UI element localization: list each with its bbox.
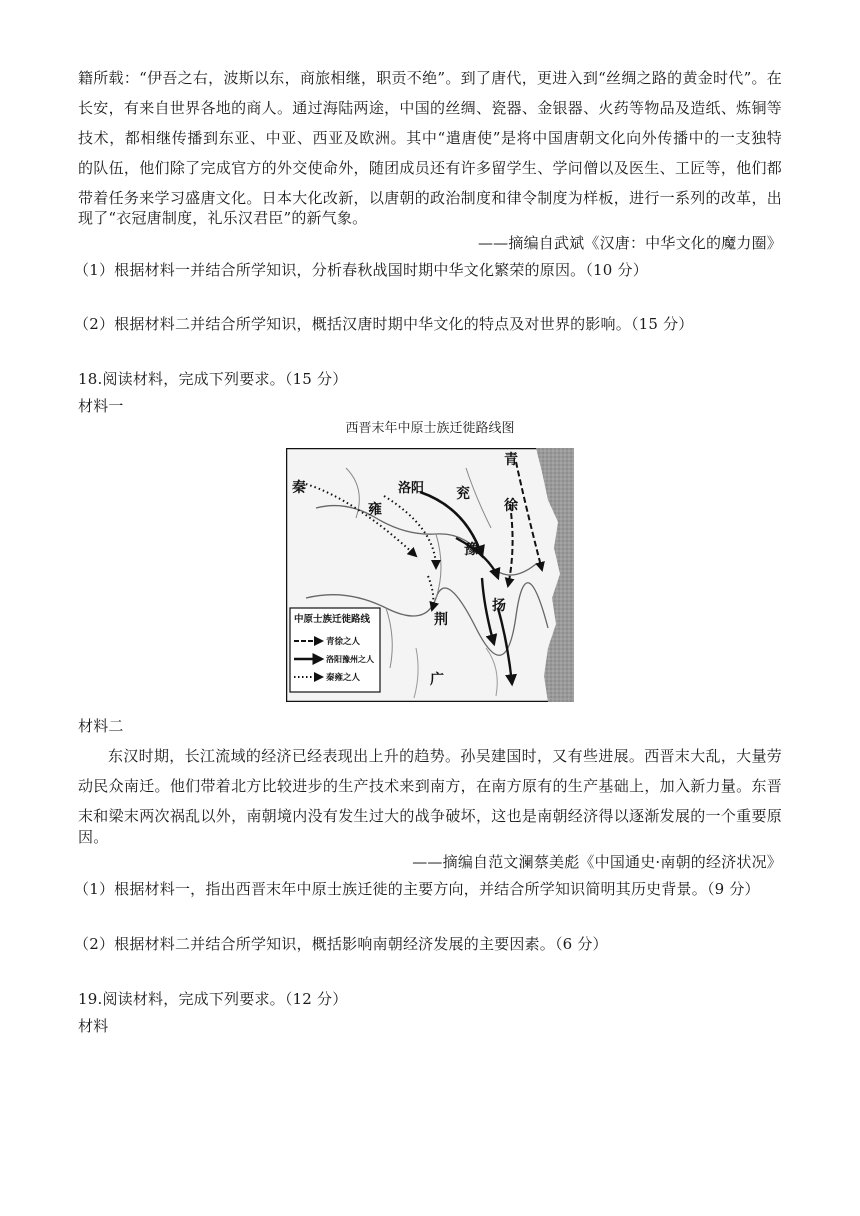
legend-item-qingxu: 青徐之人 (326, 637, 361, 647)
passage1-line-2: 长安，有来自世界各地的商人。通过海陆两途，中国的丝绸、瓷器、金银器、火药等物品及造纸、炼铜等 (78, 99, 782, 117)
place-qin: 秦 (292, 480, 306, 496)
passage1-source: ——摘编自武斌《汉唐：中华文化的魔力圈》 (477, 234, 782, 252)
place-xu: 徐 (504, 498, 518, 514)
passage2-line-4: 因。 (78, 828, 109, 846)
passage1-line-4: 的队伍，他们除了完成官方的外交使命外，随团成员还有许多留学生、学问僧以及医生、工匠等，他们都 (78, 159, 782, 177)
legend-item-qinyong: 秦雍之人 (326, 673, 361, 683)
q17-sub2: （2）根据材料二并结合所学知识，概括汉唐时期中华文化的特点及对世界的影响。（15 分） (74, 315, 694, 333)
passage2-line-3: 末和梁末两次祸乱以外，南朝境内没有发生过大的战争破坏，这也是南朝经济得以逐渐发展的一个重要原 (78, 807, 782, 825)
map-legend (290, 608, 380, 692)
legend-item-luoyang-yuzhou: 洛阳豫州之人 (326, 655, 374, 664)
q18-material1-label: 材料一 (78, 397, 124, 415)
place-guang: 广 (430, 672, 444, 688)
q18-sub1: （1）根据材料一，指出西晋末年中原士族迁徙的主要方向，并结合所学知识简明其历史背景。（9 分） (74, 880, 760, 898)
q19-heading: 19.阅读材料，完成下列要求。（12 分） (78, 990, 348, 1008)
passage1-line-3: 技术，都相继传播到东亚、中亚、西亚及欧洲。其中“遣唐使”是将中国唐朝文化向外传播中的一支独特 (78, 129, 782, 147)
legend-title: 中原士族迁徙路线 (294, 614, 371, 625)
place-yu: 豫 (464, 542, 478, 558)
place-yong: 雍 (368, 502, 382, 518)
place-luoyang: 洛阳 (398, 481, 425, 496)
q18-heading: 18.阅读材料，完成下列要求。（15 分） (78, 370, 348, 388)
passage1-line-6: 现了“衣冠唐制度，礼乐汉君臣”的新气象。 (78, 209, 368, 227)
passage2-line-1: 东汉时期，长江流域的经济已经表现出上升的趋势。孙吴建国时，又有些进展。西晋末大乱，大量劳 (108, 747, 782, 765)
passage2-source: ——摘编自范文澜蔡美彪《中国通史·南朝的经济状况》 (412, 853, 782, 871)
q19-material-label: 材料 (78, 1017, 109, 1035)
q17-sub1: （1）根据材料一并结合所学知识，分析春秋战国时期中华文化繁荣的原因。（10 分） (74, 261, 648, 279)
passage1-line-5: 带着任务来学习盛唐文化。日本大化改新，以唐朝的政治制度和律令制度为样板，进行一系列的改革，出 (78, 189, 782, 207)
passage2-line-2: 动民众南迁。他们带着北方比较进步的生产技术来到南方，在南方原有的生产基础上，加入新力量。东晋 (78, 777, 782, 795)
passage1-line-1: 籍所载：“伊吾之右，波斯以东，商旅相继，职贡不绝”。到了唐代，更进入到“丝绸之路的黄金时代”。在 (78, 69, 782, 87)
map-title: 西晋末年中原士族迁徙路线图 (345, 421, 515, 436)
place-yan: 兖 (456, 486, 470, 502)
migration-map (286, 448, 574, 702)
place-qing: 青 (504, 452, 518, 468)
q18-sub2: （2）根据材料二并结合所学知识，概括影响南朝经济发展的主要因素。（6 分） (74, 935, 608, 953)
place-yang: 扬 (492, 598, 506, 614)
q18-material2-label: 材料二 (78, 717, 124, 735)
place-jing: 荆 (434, 612, 448, 628)
